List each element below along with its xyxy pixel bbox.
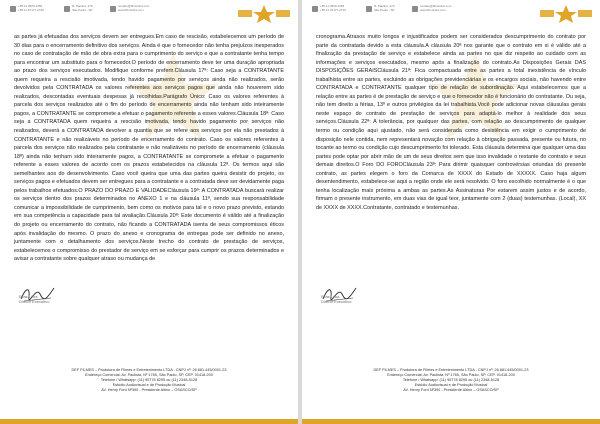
- phone-info: [10, 5, 44, 12]
- signatory-role: Diretor Executivo: [321, 298, 352, 304]
- footer-address: Endereço Comercial: Av. Paulista, Nº 1765, São Paulo, SP, CEP. 01418-200: [387, 373, 515, 378]
- footer-phone: Telefone / Whatsapp: (11) 95778 8295 ou (11) 2348-5128: [100, 378, 198, 383]
- email-info: [412, 5, 451, 12]
- signatory-name: Elias Lima: [321, 294, 340, 299]
- contract-body: as partes já efetuadas dos serviços devem ser entregues.Em caso de rescisão, estabelecemos um período de 30 dias para o encerramento definitivo dos serviços. Ainda é que o fornecedor não tenha prejuízos inesperados no caso de contratação de mão de obra extra para o cumprimento do serviço e que a contratante tenha tempo para encontrar um substituto para o fornecedor.O período de encerramento deve ter uma duração apropriada ao prazo dos serviços executados. Modifique conforme preferir.Cláusula 17ª: Caso seja a CONTRATANTE quem requeira a rescisão imotivada, tendo havido pagamento por serviços ainda não realizados, serão devolvidos pela CONTRATADA os valores referentes aos serviços pagos que ainda não houverem sido realizados, descontadas eventuais despesas já recolhidas.Parágrafo Único: Caso os valores referentes à parcela dos serviços realizados até o fim do período de encerramento ainda não tenham sido inteiramente pagos, a CONTRATANTE se compromete a efetuar o pagamento referente a esses valores.Cláusula 18ª: Caso seja a CONTRATADA quem requeira a rescisão imotivada, tendo havido pagamento por serviços não realizados, deverá a CONTRATADA devolver a quantia que se refere aos serviços por ela não prestados à CONTRATANTE e não realizáveis no período de encerramento do contrato. Caso os valores referentes à parcela dos serviços não realizados pela contratante e não realizáveis no período de encerramento (cláusula 18ª) ainda não tenham sido inteiramente pagos, a CONTRATANTE se compromete a efetuar o pagamento referente a esses valores de acordo com os prazos estabelecidos na cláusula 12ª. Os termos aqui são semelhantes aos do desenvolvimento. Caso você queira que uma das partes queira desistir do projeto, os serviços pagos e efetuados devem ser entregues para a contratante e a contratada deve ser devidamente paga pelos trabalhos efetuados.O PRAZO DO PRAZO E VALIDADECláusula 19ª: A CONTRATADA buscará realizar os serviços dentro dos prazos determinados no ANEXO 1 e na cláusula 11ª, sendo sua responsabilidade comunicar a impossibilidade de cumprimento, bem como os motivos para tal e o novo prazo previsto, estando em sua competência a capacidade para tal avaliação.Cláusula 20ª: Este documento é válido até a finalização do projeto ou encerramento do contrato, não ficando a CONTRATADA isenta de seus compromissos éticos após invalidação do mesmo. O prazo do anexo e cronograma de entregas pode ser definido no anexo, juntamente com o detalhamento dos serviços.Neste trecho do contrato de prestação de serviços, estabelecemos o compromisso do prestador de serviço em se esforçar para cumprir os prazos determinados e avisar a contratante sobre qualquer atraso ou mudança de: [14, 34, 284, 263]
- letterhead: [6, 3, 292, 21]
- email-text: contato@filmsintra.com www.filmsintra.com: [118, 4, 150, 12]
- accent-band: [302, 419, 600, 424]
- address-text: R. Paulina, 176 São Paulo - SP: [374, 4, 395, 12]
- footer-address: Endereço Comercial: Av. Paulista, Nº 1765, São Paulo, SP, CEP. 01418-200: [85, 373, 213, 378]
- company-logo: [236, 4, 292, 24]
- address-info: [64, 5, 93, 12]
- phone-info: [312, 5, 346, 12]
- phone-icon: [312, 6, 318, 12]
- footer-studio: Estúdio Audiovisual e de Produção Musical: [414, 383, 488, 388]
- phone-text: +55 11 3500-1256 +55 11 97177-2726: [18, 4, 44, 12]
- footer-company: DEF FILMES – Produtora de Filmes e Entretenimento LTDA - CNPJ nº: 26.681.445/0001-23: [373, 368, 529, 372]
- signatory-role: Diretor Executivo: [19, 298, 50, 304]
- footer-studio-address: AV. Henry Ford Nº390 - Presidente Altino – OSASCO/SP: [403, 388, 499, 393]
- location-icon: [64, 6, 70, 12]
- address-text: R. Paulina, 176 São Paulo - SP: [72, 4, 93, 12]
- phone-text: +55 11 3500-1256 +55 11 97177-2726: [320, 4, 346, 12]
- email-text: contato@filmsintra.com www.filmsintra.com: [420, 4, 452, 12]
- phone-icon: [10, 6, 16, 12]
- footer: [0, 368, 298, 393]
- company-logo: [538, 4, 594, 24]
- document-page-right: [302, 0, 600, 424]
- contract-body: cronograma.Atrasos muito longos e injustificados podem ser considerados descumprimento do contrato por parte da contratada devido a esta cláusula.A cláusula 20ª nos garante que o contrato em si é válido até a finalização da prestação de serviço e estabelece ainda as partes no que diz respeito ao cuidado com as informações e serviços executados, mesmo após a finalização do contrato.As Disposições Gerais DAS DISPOSIÇÕES GERAISCláusula 21ª: Fica compactuada entre as partes a total inexistência de vínculo trabalhista entre as partes, excluindo as obrigações previdenciárias e os encargos sociais, não havendo entre CONTRATADA e CONTRATANTE qualquer tipo de relação de subordinação. Aqui estabelecemos que a relação entre as partes é de prestação de serviço e que o fornecedor não é funcionário do contratante. Ou seja, não tem direito a férias, 13º e outros privilégios da lei trabalhista.Você pode adicionar novas cláusulas gerais neste espaço do contrato de prestação de serviços para adaptá-lo melhor à realidade dos seus serviços.Cláusula 22ª: A tolerância, por qualquer das partes, com relação ao descumprimento de qualquer termo ou condição aqui ajustado, não será considerada como desistência em exigir o cumprimento de disposição nele contida, nem representará novação com relação à obrigação passada, presente ou futura, no tocante ao termo ou condição cujo descumprimento foi tolerado. Esta cláusula determina que qualquer uma das partes pode optar por abrir mão de um de seus direitos sem que isso invalidade o restante do contrato e seus demais direitos.O Foro DO FOROCláusula 23ª: Para dirimir quaisquer controvérsias oriundas do presente contrato, as partes elegem o foro da Comarca de XXXX do Estado de XXXXX. Caso haja algum desentendimento, estabelece-se aqui a região onde ele será resolvido. O foro escolhido normalmente é o que tenha localização mais próxima a ambas as partes.As Assinaturas Por estarem assim justos e de acordo, firmam o presente instrumento, em duas vias de igual teor, juntamente com 2 (duas) testemunhas. (Local), XX de XXXX de XXXX.Contratante, contratado e testemunhas.: [316, 34, 586, 211]
- document-page-left: [0, 0, 298, 424]
- footer-studio-address: AV. Henry Ford Nº390 - Presidente Altino – OSASCO/SP: [101, 388, 197, 393]
- email-icon: [110, 6, 116, 12]
- letterhead: [308, 3, 594, 21]
- email-info: [110, 5, 149, 12]
- address-info: [366, 5, 395, 12]
- signatory: [19, 295, 49, 304]
- footer-studio: Estúdio Audiovisual e de Produção Musical: [112, 383, 186, 388]
- accent-band: [0, 419, 298, 424]
- email-icon: [412, 6, 418, 12]
- location-icon: [366, 6, 372, 12]
- footer: [302, 368, 600, 393]
- signatory-name: Elias Lima: [19, 294, 38, 299]
- footer-company: DEF FILMES – Produtora de Filmes e Entretenimento LTDA - CNPJ nº: 26.681.445/0001-23: [71, 368, 227, 372]
- signatory: [321, 295, 351, 304]
- footer-phone: Telefone / Whatsapp: (11) 95778 8295 ou (11) 2348-5128: [402, 378, 500, 383]
